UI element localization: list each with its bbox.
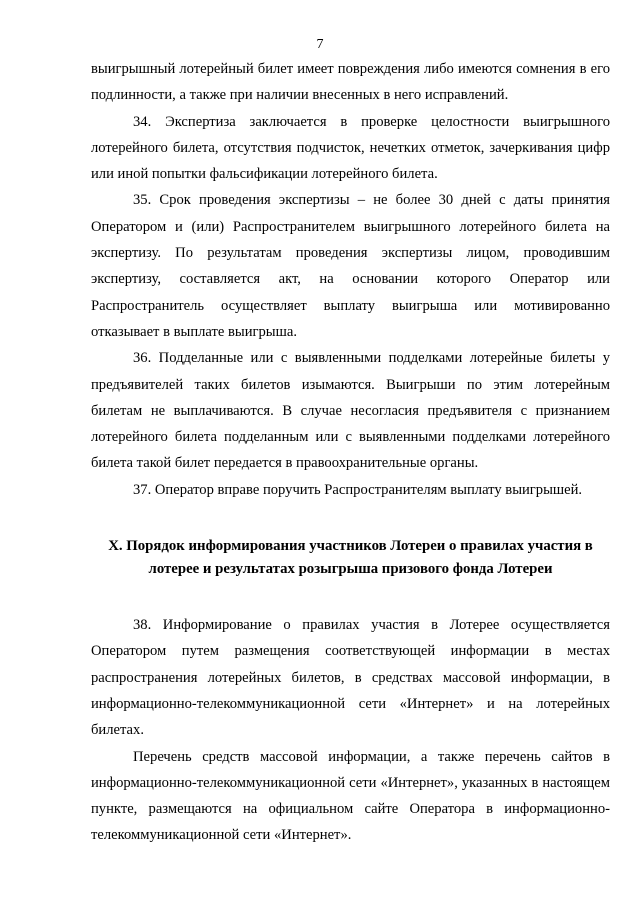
paragraph-38: 38. Информирование о правилах участия в Лотерее осуществляется Оператором путем размещения соответствующей информации в местах распространения лотерейных билетов, в средствах массовой информации, в информационно-телекоммуникационной сети «Интернет» и на лотерейных билетах. bbox=[91, 617, 610, 739]
paragraph-36: 36. Подделанные или с выявленными подделками лотерейные билеты у предъявителей таких билетов изымаются. Выигрыши по этим лотерейным билетам не выплачиваются. В случае несогласия предъявителя с признанием лотерейного билета подделанным или с выявленными подделками лотерейного билета такой билет передается в правоохранительные органы. bbox=[91, 350, 610, 472]
paragraph-media-list: Перечень средств массовой информации, а также перечень сайтов в информационно-телекоммуникационной сети «Интернет», указанных в настоящем пункте, размещаются на официальном сайте Оператора в информационно-телекоммуникационной сети «Интернет». bbox=[91, 748, 610, 844]
page-number: 7 bbox=[316, 37, 324, 52]
spacer bbox=[91, 503, 610, 535]
document-body bbox=[91, 56, 610, 849]
paragraph-continuation: выигрышный лотерейный билет имеет повреждения либо имеются сомнения в его подлинности, а также при наличии внесенных в него исправлений. bbox=[91, 61, 610, 104]
paragraph-35: 35. Срок проведения экспертизы – не более 30 дней с даты принятия Оператором и (или) Распространителем выигрышного лотерейного билета на экспертизу. По результатам проведения экспертизы лицом, проводившим экспертизу, составляется акт, на основании которого Оператор или Распространитель осуществляет выплату выигрыша или мотивированно отказывает в выплате выигрыша. bbox=[91, 192, 610, 340]
paragraph-37: 37. Оператор вправе поручить Распространителям выплату выигрышей. bbox=[133, 481, 583, 498]
spacer bbox=[91, 580, 610, 612]
section-heading: X. Порядок информирования участников Лотереи о правилах участия в лотерее и результатах розыгрыша призового фонда Лотереи bbox=[108, 538, 593, 577]
paragraph-34: 34. Экспертиза заключается в проверке целостности выигрышного лотерейного билета, отсутствия подчисток, нечетких отметок, зачеркивания цифр или иной попытки фальсификации лотерейного билета. bbox=[91, 113, 610, 183]
